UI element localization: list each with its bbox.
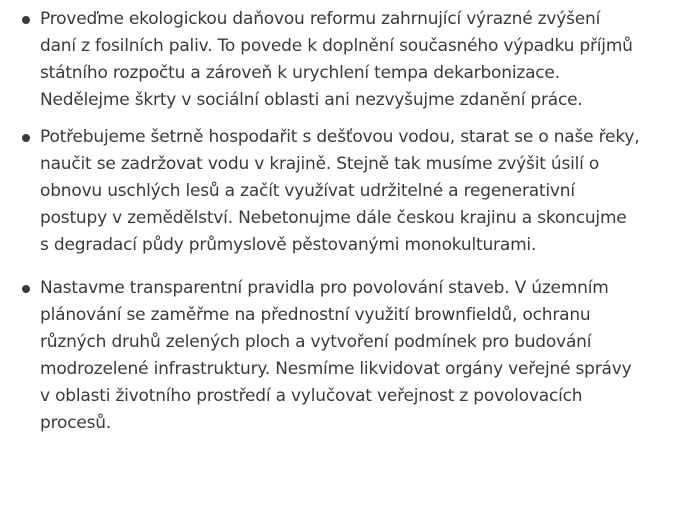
bullet-dot-icon — [22, 16, 30, 24]
list-item-text: Nastavme transparentní pravidla pro povolování staveb. V územním plánování se zaměřme na přednostní využití brownfieldů, ochranu různých druhů zelených ploch a vytvoření podmínek pro budování modrozelené infrastruktury. Nesmíme likvidovat orgány veřejné správy v oblasti životního prostředí a vylučovat veřejnost z povolovacích procesů. — [40, 278, 632, 433]
list-item — [0, 275, 640, 437]
list-item-text: Proveďme ekologickou daňovou reformu zahrnující výrazné zvýšení daní z fosilních paliv. To povede k doplnění současného výpadku příjmů státního rozpočtu a zároveň k urychlení tempa dekarbonizace. Nedělejme škrty v sociální oblasti ani nezvyšujme zdanění práce. — [40, 9, 633, 110]
bullet-dot-icon — [22, 285, 30, 293]
list-item — [0, 124, 640, 259]
bullet-dot-icon — [22, 134, 30, 142]
list-item — [0, 6, 640, 114]
list-item-text: Potřebujeme šetrně hospodařit s dešťovou vodou, starat se o naše řeky, naučit se zadržovat vodu v krajině. Stejně tak musíme zvýšit úsilí o obnovu uschlých lesů a začít využívat udržitelné a regenerativní postupy v zemědělství. Nebetonujme dále českou krajinu a skoncujme s degradací půdy průmyslově pěstovanými monokulturami. — [40, 127, 640, 255]
